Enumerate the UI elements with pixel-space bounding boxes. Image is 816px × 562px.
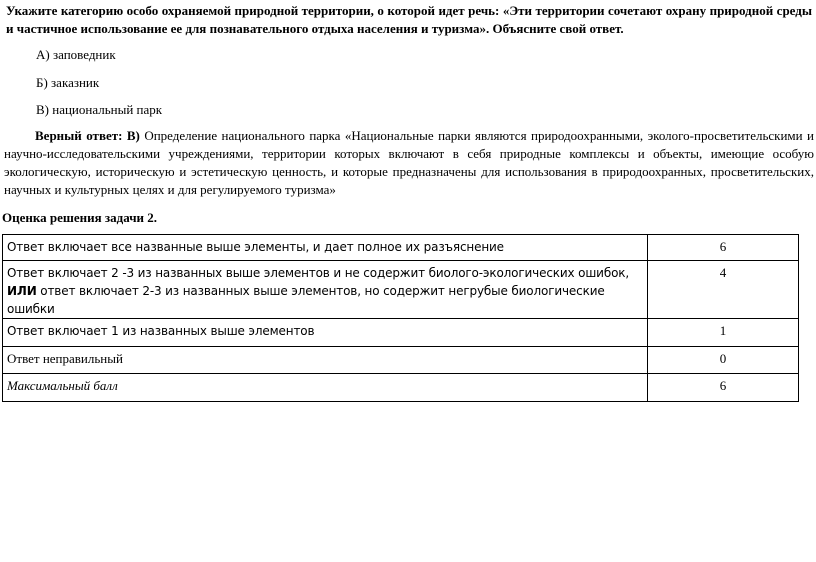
- grading-table: [2, 234, 799, 402]
- table-row: [3, 235, 799, 261]
- option-b: Б) заказник: [36, 75, 100, 90]
- criterion-cell: Ответ неправильный: [3, 347, 648, 374]
- option-c: В) национальный парк: [36, 102, 163, 117]
- evaluation-heading: Оценка решения задачи 2.: [2, 210, 158, 225]
- table-row: [3, 374, 799, 402]
- question-text: Укажите категорию особо охраняемой природной территории, о которой идет речь: «Эти территории сочетают охрану природной среды и частичное использование ее для познавательного отдыха населения и туризма». Объясните свой ответ.: [6, 3, 812, 36]
- points-cell: 1: [648, 319, 799, 347]
- criterion-or-emphasis: ИЛИ: [7, 284, 37, 298]
- criterion-text-part2: ответ включает 2-3 из названных выше элементов, но содержит негрубые биологические ошибки: [7, 284, 605, 316]
- option-a: А) заповедник: [36, 47, 116, 62]
- points-cell: 6: [648, 235, 799, 261]
- table-row: [3, 319, 799, 347]
- correct-answer-paragraph: [4, 127, 814, 199]
- criterion-cell: [3, 261, 648, 319]
- criterion-text-part1: Ответ включает 2 -3 из названных выше элементов и не содержит биолого-экологических ошибок,: [7, 266, 630, 280]
- criterion-cell: Ответ включает все названные выше элементы, и дает полное их разъяснение: [3, 235, 648, 261]
- points-cell: 6: [648, 374, 799, 402]
- correct-answer-label: Верный ответ: В): [35, 128, 140, 143]
- points-cell: 0: [648, 347, 799, 374]
- criterion-cell: Ответ включает 1 из названных выше элементов: [3, 319, 648, 347]
- correct-answer-explanation: Определение национального парка «Национальные парки являются природоохранными, эколого-просветительскими и научно-исследовательскими учреждениями, территории которых включают в себя природные комплексы и объекты, имеющие особую экологическую, историческую и эстетическую ценность, и которые предназначены для использования в природоохранных, просветительских, научных и культурных целях и для регулируемого туризма»: [4, 128, 814, 197]
- table-row: [3, 261, 799, 319]
- points-cell: 4: [648, 261, 799, 319]
- criterion-cell: Максимальный балл: [3, 374, 648, 402]
- table-row: [3, 347, 799, 374]
